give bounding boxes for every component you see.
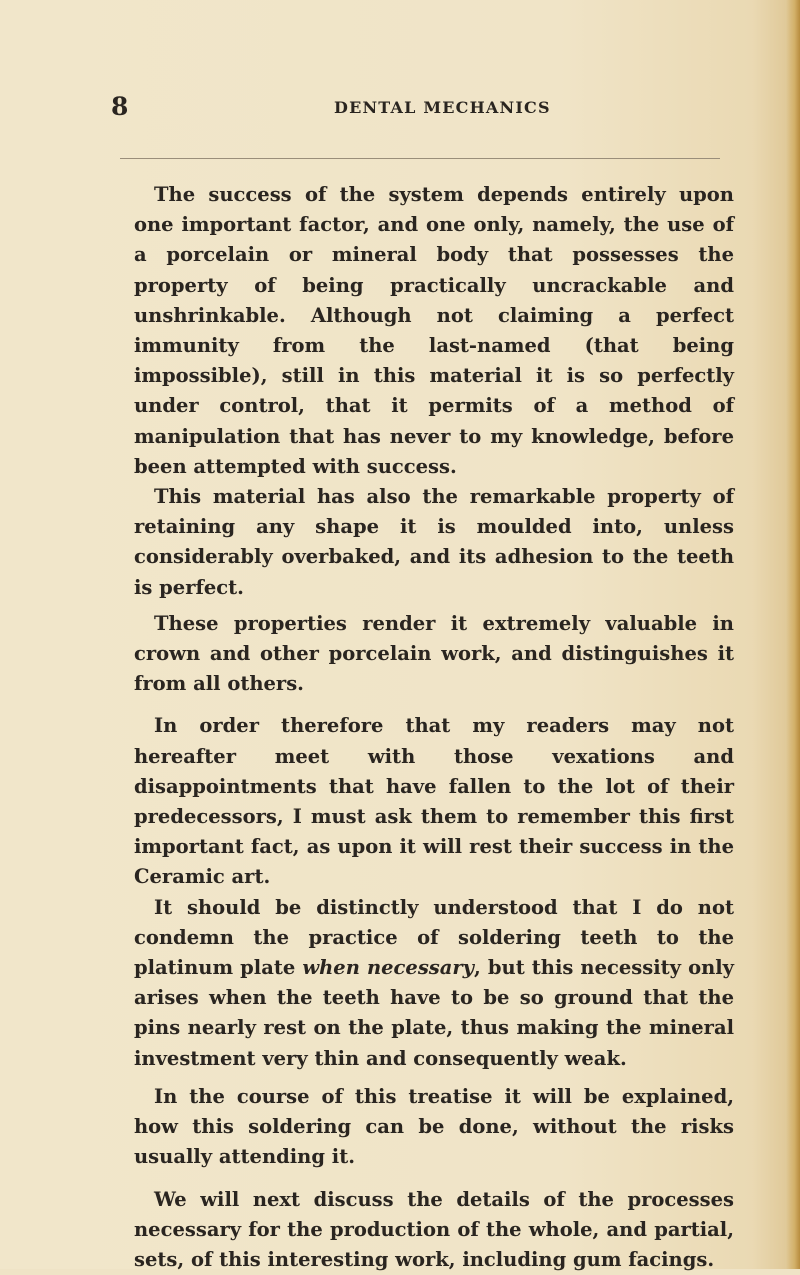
body-text: [134, 180, 734, 1275]
page-header: [0, 92, 800, 122]
paragraph-2: This material has also the remarkable property of retaining any shape it is moulded into, unless considerably overbaked, and its adhesion to the teeth is perfect.: [134, 482, 734, 603]
emphasis-when-necessary: when necessary: [302, 956, 474, 979]
page-number: 8: [111, 92, 128, 122]
paragraph-5-end: , but this necessity only arises when the teeth have to be so ground that the pins nearly rest on the plate, thus making the mineral investment very thin and consequently weak.: [134, 956, 734, 1070]
paragraph-7: We will next discuss the details of the processes necessary for the production of the whole, and partial, sets, of this interesting work, including gum facings.: [134, 1185, 734, 1275]
header-rule: [120, 158, 720, 159]
paragraph-5: [134, 893, 734, 1074]
paragraph-6: In the course of this treatise it will be explained, how this soldering can be done, without the risks usually attending it.: [134, 1082, 734, 1173]
paragraph-1: The success of the system depends entirely upon one important factor, and one only, namely, the use of a porcelain or mineral body that possesses the property of being practically uncrackable and unshrinkable. Although not claiming a perfect immunity from the last-named (that being impossible), still in this material it is so perfectly under control, that it permits of a method of manipulation that has never to my knowledge, before been attempted with success.: [134, 180, 734, 482]
paragraph-4: In order therefore that my readers may not hereafter meet with those vexations and disappointments that have fallen to the lot of their predecessors, I must ask them to remember this first important fact, as upon it will rest their success in the Ceramic art.: [134, 711, 734, 892]
page-edge-shadow: [786, 0, 800, 1269]
paragraph-5-start: It should be distinctly understood that I do not condemn the practice of soldering teeth to the platinum plate: [134, 896, 734, 979]
running-title: DENTAL MECHANICS: [334, 96, 551, 120]
paragraph-3: These properties render it extremely valuable in crown and other porcelain work, and distinguishes it from all others.: [134, 609, 734, 700]
